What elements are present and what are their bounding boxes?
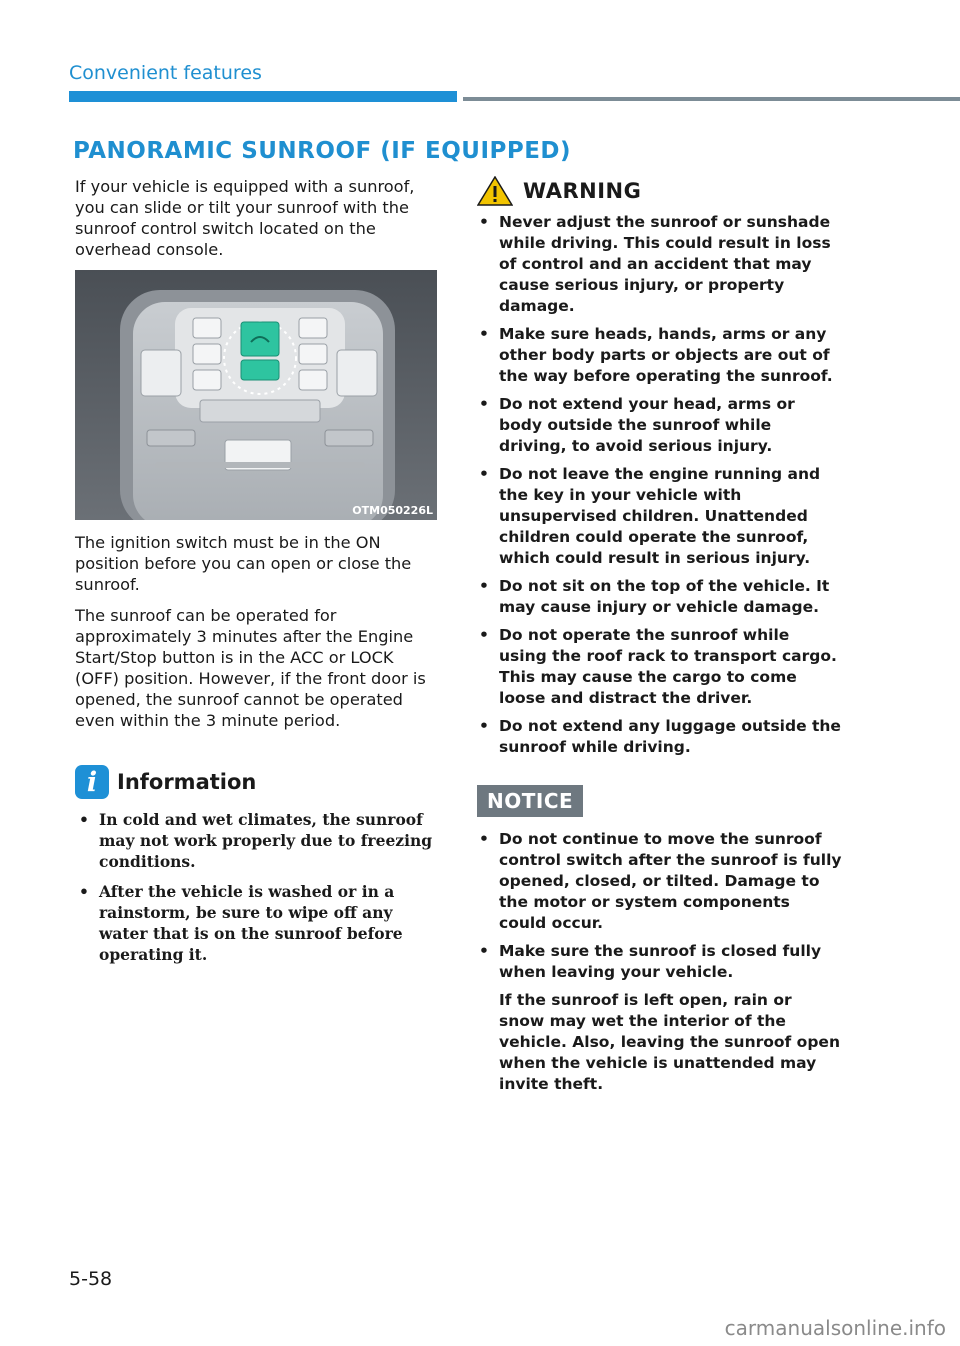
information-icon: i [75,765,109,799]
notice-item-subparagraph: If the sunroof is left open, rain or snow may wet the interior of the vehicle. Also, leaving the sunroof open when the vehicle is unattended may invite theft. [499,991,840,1093]
warning-item: • Do not sit on the top of the vehicle. It may cause injury or vehicle damage. [477,576,842,618]
overhead-console-illustration [75,270,437,520]
warning-item: • Do not extend any luggage outside the sunroof while driving. [477,716,842,758]
notice-badge: NOTICE [477,785,583,817]
warning-triangle-icon [477,176,513,206]
information-list [75,809,440,965]
warning-header [477,176,842,206]
warning-item: • Make sure heads, hands, arms or any other body parts or objects are out of the way before operating the sunroof. [477,324,842,387]
warning-item: • Do not operate the sunroof while using the roof rack to transport cargo. This may cause the cargo to come loose and distract the driver. [477,625,842,709]
warning-item: • Do not leave the engine running and the key in your vehicle with unsupervised children. Unattended children could operate the sunroof, which could result in serious injury. [477,464,842,569]
warning-item: • Never adjust the sunroof or sunshade while driving. This could result in loss of control and an accident that may cause serious injury, or property damage. [477,212,842,317]
warning-list [477,212,842,758]
running-header: Convenient features [69,62,262,84]
notice-item: • Do not continue to move the sunroof control switch after the sunroof is fully opened, closed, or tilted. Damage to the motor or system components could occur. [477,829,842,934]
left-column [75,176,440,974]
warning-item: • Do not extend your head, arms or body outside the sunroof while driving, to avoid serious injury. [477,394,842,457]
information-item: • In cold and wet climates, the sunroof may not work properly due to freezing conditions. [75,809,440,872]
section-title: PANORAMIC SUNROOF (IF EQUIPPED) [73,138,572,164]
figure-code: OTM050226L [352,504,433,517]
ignition-paragraph: The ignition switch must be in the ON position before you can open or close the sunroof. [75,533,412,594]
right-column [477,176,842,1102]
notice-item [477,941,842,1095]
information-header [75,765,440,799]
watermark: carmanualsonline.info [724,1316,946,1340]
notice-list [477,829,842,1095]
page-number: 5-58 [69,1268,113,1290]
intro-paragraph: If your vehicle is equipped with a sunroof, you can slide or tilt your sunroof with the sunroof control switch located on the overhead console. [75,177,415,259]
information-title: Information [117,770,257,794]
header-accent-bar [69,91,457,102]
overhead-console-figure [75,270,437,520]
notice-item-text: Make sure the sunroof is closed fully when leaving your vehicle. [499,942,822,981]
operation-time-paragraph: The sunroof can be operated for approximately 3 minutes after the Engine Start/Stop button is in the ACC or LOCK (OFF) position. However, if the front door is opened, the sunroof cannot be operated even within the 3 minute period. [75,606,426,730]
information-item: • After the vehicle is washed or in a rainstorm, be sure to wipe off any water that is on the sunroof before operating it. [75,881,440,965]
header-rule [463,97,960,101]
warning-title: WARNING [523,179,642,203]
